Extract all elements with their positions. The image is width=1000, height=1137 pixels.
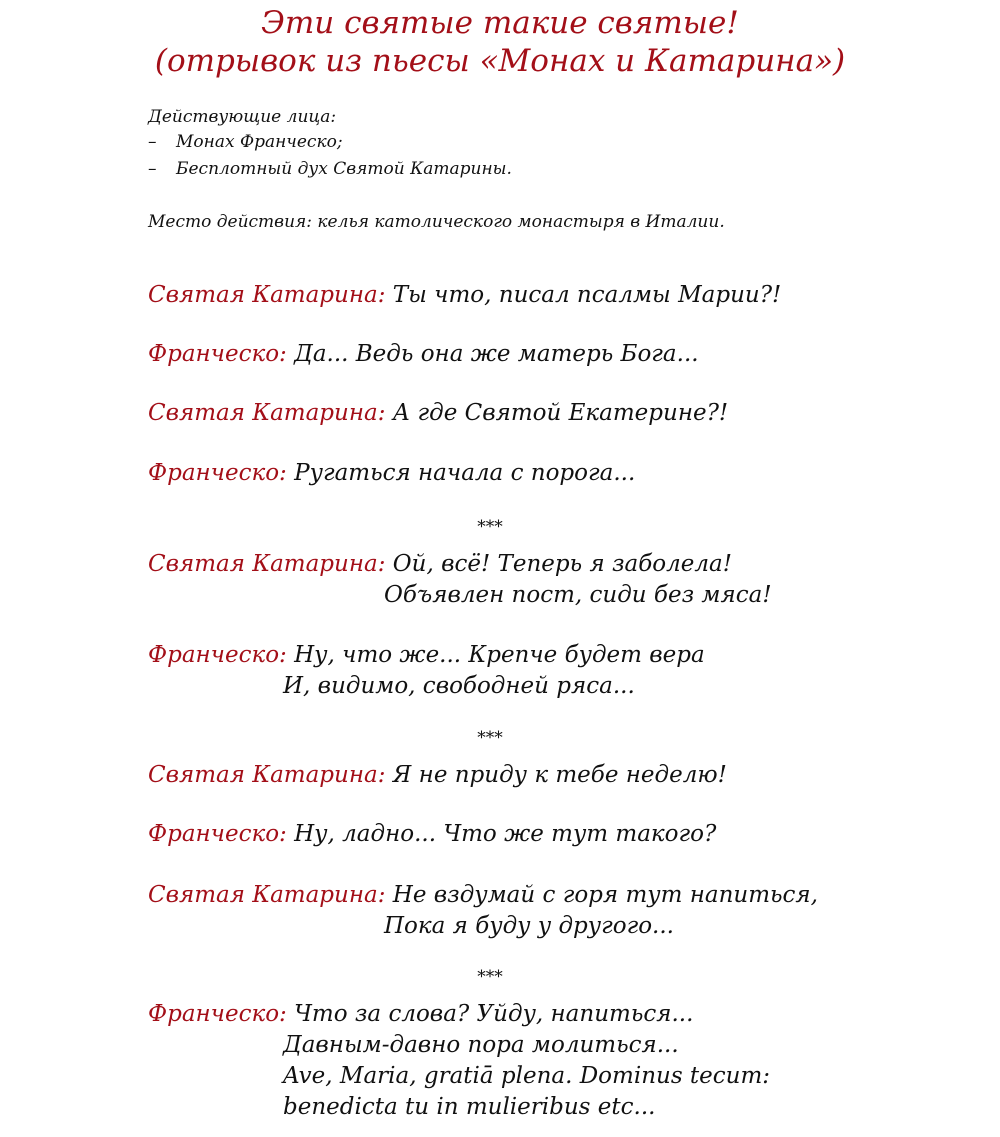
- dialogue-line: [148, 458, 635, 488]
- dialogue-line: [148, 880, 818, 910]
- dialogue-continuation: Пока я буду у другого...: [384, 913, 674, 939]
- speaker-name: Франческо:: [148, 460, 287, 486]
- dialogue-line: [148, 398, 728, 428]
- speaker-name: Святая Катарина:: [148, 762, 386, 788]
- cast-item: [148, 131, 343, 153]
- dialogue-line: [148, 760, 727, 790]
- dialogue-text: Ой, всё! Теперь я заболела!: [392, 551, 732, 577]
- dialogue-text: Ты что, писал псалмы Марии?!: [392, 282, 782, 308]
- title-line-2: (отрывок из пьесы «Монах и Катарина»): [154, 43, 846, 79]
- speaker-name: Франческо:: [148, 1001, 287, 1027]
- section-separator: ***: [477, 517, 503, 537]
- dialogue-line: [148, 339, 699, 369]
- dialogue-text: Я не приду к тебе неделю!: [392, 762, 727, 788]
- speaker-name: Святая Катарина:: [148, 551, 386, 577]
- section-separator: ***: [477, 728, 503, 748]
- dialogue-continuation: benedicta tu in mulieribus etc...: [283, 1094, 656, 1120]
- dialogue-continuation: Давным-давно пора молиться...: [283, 1032, 679, 1058]
- dialogue-line: [148, 999, 693, 1029]
- dialogue-continuation: И, видимо, свободней ряса...: [283, 673, 635, 699]
- dialogue-continuation: Ave, Maria, gratiā plena. Dominus tecum:: [283, 1063, 771, 1089]
- cast-item: [148, 158, 512, 180]
- dialogue-line: [148, 640, 705, 670]
- bullet-dash: –: [148, 132, 157, 152]
- cast-item-label: Бесплотный дух Святой Катарины.: [176, 159, 512, 179]
- dialogue-text: Что за слова? Уйду, напиться...: [294, 1001, 694, 1027]
- speaker-name: Святая Катарина:: [148, 282, 386, 308]
- speaker-name: Святая Катарина:: [148, 400, 386, 426]
- speaker-name: Франческо:: [148, 642, 287, 668]
- dialogue-text: Ну, ладно... Что же тут такого?: [294, 821, 717, 847]
- dialogue-line: [148, 819, 716, 849]
- dialogue-line: [148, 549, 732, 579]
- section-separator: ***: [477, 967, 503, 987]
- speaker-name: Святая Катарина:: [148, 882, 386, 908]
- speaker-name: Франческо:: [148, 821, 287, 847]
- dialogue-text: Да... Ведь она же матерь Бога...: [294, 341, 699, 367]
- dialogue-text: Ну, что же... Крепче будет вера: [294, 642, 705, 668]
- dialogue-text: А где Святой Екатерине?!: [392, 400, 729, 426]
- dialogue-continuation: Объявлен пост, сиди без мяса!: [384, 582, 772, 608]
- dialogue-text: Ругаться начала с порога...: [294, 460, 636, 486]
- place-description: Место действия: келья католического монастыря в Италии.: [148, 212, 725, 232]
- cast-heading: Действующие лица:: [148, 107, 337, 127]
- bullet-dash: –: [148, 159, 157, 179]
- title-line-1: Эти святые такие святые!: [261, 5, 739, 41]
- dialogue-line: [148, 280, 781, 310]
- speaker-name: Франческо:: [148, 341, 287, 367]
- cast-item-label: Монах Франческо;: [176, 132, 343, 152]
- dialogue-text: Не вздумай с горя тут напиться,: [392, 882, 818, 908]
